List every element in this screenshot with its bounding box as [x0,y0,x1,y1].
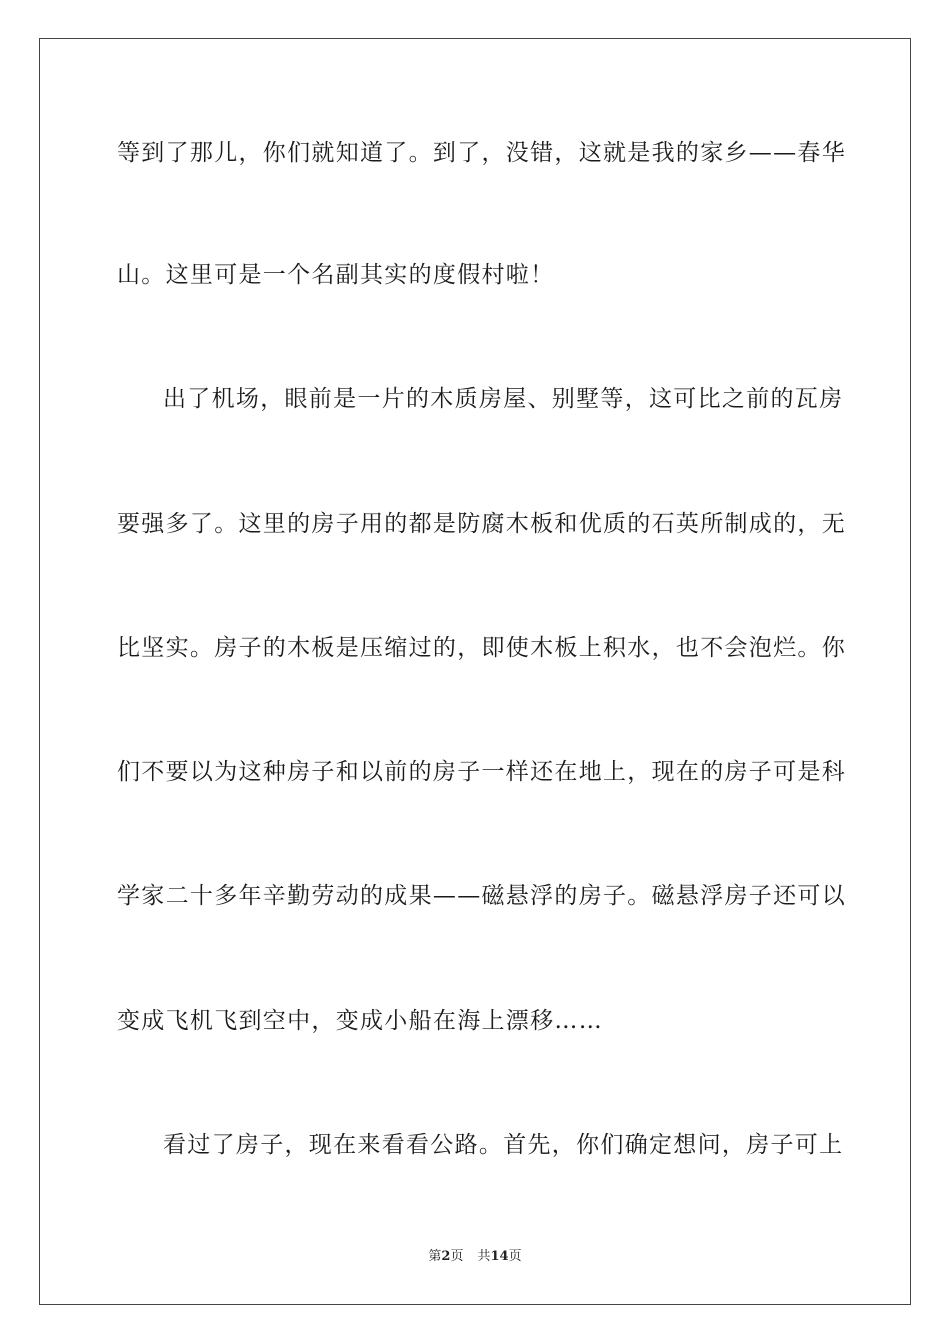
text-line-3: 出了机场，眼前是一片的木质房屋、别墅等，这可比之前的瓦房 [163,386,844,412]
text-line-9: 看过了房子，现在来看看公路。首先，你们确定想问，房子可上 [163,1132,844,1158]
text-line-4: 要强多了。这里的房子用的都是防腐木板和优质的石英所制成的，无 [117,511,846,537]
page-prefix: 第 [428,1249,442,1264]
page-number: 2 [441,1249,451,1264]
text-line-6: 们不要以为这种房子和以前的房子一样还在地上，现在的房子可是科 [117,759,846,785]
text-line-2: 山。这里可是一个名副其实的度假村啦！ [117,262,555,288]
total-suffix: 页 [508,1249,522,1264]
page-suffix: 页 [450,1249,464,1264]
total-prefix: 共 [477,1249,491,1264]
text-line-5: 比坚实。房子的木板是压缩过的，即使木板上积水，也不会泡烂。你 [117,635,846,661]
page-border [39,38,911,1305]
text-line-8: 变成飞机飞到空中，变成小船在海上漂移…… [117,1008,603,1034]
text-line-7: 学家二十多年辛勤劳动的成果——磁悬浮的房子。磁悬浮房子还可以 [117,883,846,909]
text-line-1: 等到了那儿，你们就知道了。到了，没错，这就是我的家乡——春华 [117,140,846,166]
total-pages: 14 [490,1249,509,1264]
page-footer [0,1248,950,1266]
